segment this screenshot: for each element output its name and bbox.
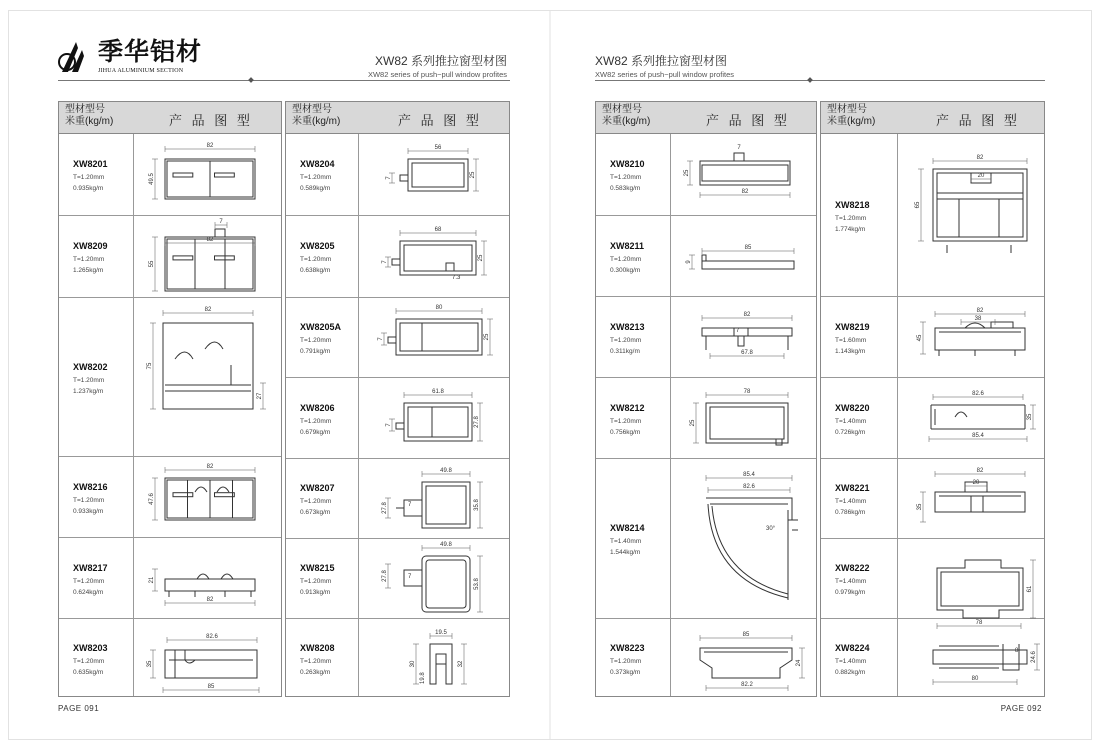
svg-text:7: 7 bbox=[736, 328, 740, 334]
header-title-cn: XW82 系列推拉窗型材图 bbox=[595, 54, 728, 68]
profile-code: XW8205 bbox=[300, 241, 335, 251]
profile-code: XW8206 bbox=[300, 402, 335, 413]
profile-code: XW8201 bbox=[73, 159, 108, 169]
wall-thickness: T=1.20mm bbox=[300, 657, 332, 665]
svg-text:25: 25 bbox=[478, 254, 484, 262]
drawing-label: 产 品 图 型 bbox=[706, 113, 790, 128]
svg-text:35: 35 bbox=[147, 660, 153, 668]
svg-text:7: 7 bbox=[386, 176, 392, 180]
profile-row-xw8223 bbox=[596, 619, 816, 698]
profile-row-xw8224 bbox=[821, 619, 1044, 698]
profile-spec bbox=[610, 416, 641, 438]
meter-weight: 0.638kg/m bbox=[300, 267, 331, 274]
profile-column-1 bbox=[58, 101, 282, 697]
wall-thickness: T=1.20mm bbox=[300, 417, 332, 425]
profile-spec bbox=[73, 656, 104, 678]
svg-text:49.5: 49.5 bbox=[149, 173, 155, 185]
profile-drawing-svg bbox=[360, 217, 509, 297]
svg-text:80: 80 bbox=[435, 305, 443, 311]
drawing-label: 产 品 图 型 bbox=[169, 113, 253, 128]
meter-weight: 0.882kg/m bbox=[835, 668, 866, 676]
weight-label: 米重(kg/m) bbox=[602, 116, 651, 127]
profile-drawing bbox=[360, 379, 509, 458]
svg-text:82.6: 82.6 bbox=[206, 634, 218, 640]
svg-text:82: 82 bbox=[206, 143, 214, 149]
svg-text:20: 20 bbox=[977, 173, 985, 179]
type-label: 型材型号 bbox=[602, 104, 642, 115]
profile-drawing-svg bbox=[672, 135, 816, 215]
svg-text:7: 7 bbox=[382, 260, 388, 264]
page-number: PAGE 091 bbox=[58, 704, 100, 713]
meter-weight: 0.726kg/m bbox=[835, 428, 866, 436]
svg-text:7: 7 bbox=[386, 423, 392, 427]
svg-text:25: 25 bbox=[484, 333, 490, 341]
logo-mark-icon bbox=[58, 38, 94, 74]
profile-drawing bbox=[672, 298, 816, 377]
svg-text:27.8: 27.8 bbox=[382, 502, 388, 514]
profile-drawing bbox=[135, 458, 281, 537]
meter-weight: 0.263kg/m bbox=[300, 668, 331, 676]
svg-text:7.3: 7.3 bbox=[452, 275, 461, 281]
svg-text:61.8: 61.8 bbox=[432, 389, 444, 395]
svg-text:19.8: 19.8 bbox=[420, 672, 426, 684]
svg-text:82: 82 bbox=[976, 155, 984, 161]
profile-drawing bbox=[360, 620, 509, 697]
svg-text:82.6: 82.6 bbox=[972, 391, 984, 397]
profile-spec bbox=[835, 213, 866, 235]
profile-row-xw8203 bbox=[59, 619, 281, 698]
meter-weight: 0.589kg/m bbox=[300, 185, 331, 192]
svg-text:35: 35 bbox=[1027, 413, 1033, 421]
svg-text:7: 7 bbox=[737, 145, 741, 151]
profile-drawing-svg bbox=[135, 620, 281, 697]
header-title bbox=[595, 52, 734, 79]
profile-drawing-svg bbox=[135, 217, 281, 297]
wall-thickness: T=1.20mm bbox=[73, 496, 105, 504]
profile-row-xw8213 bbox=[596, 297, 816, 378]
profile-code: XW8216 bbox=[73, 481, 108, 492]
profile-spec bbox=[73, 495, 104, 517]
type-label: 型材型号 bbox=[292, 104, 332, 115]
profile-drawing-svg bbox=[899, 460, 1044, 538]
wall-thickness: T=1.20mm bbox=[300, 174, 332, 181]
profile-spec bbox=[835, 656, 866, 678]
profile-code: XW8222 bbox=[835, 563, 870, 573]
svg-text:80: 80 bbox=[971, 676, 979, 682]
profile-code: XW8220 bbox=[835, 402, 870, 413]
profile-spec bbox=[610, 335, 641, 357]
profile-drawing bbox=[360, 460, 509, 538]
profile-code: XW8219 bbox=[835, 321, 870, 332]
profile-code: XW8211 bbox=[610, 240, 645, 251]
profile-drawing-svg bbox=[135, 135, 281, 215]
meter-weight: 1.774kg/m bbox=[835, 225, 866, 233]
svg-text:68: 68 bbox=[434, 227, 442, 233]
profile-code: XW8224 bbox=[835, 642, 870, 653]
svg-text:30°: 30° bbox=[766, 526, 776, 532]
svg-text:7: 7 bbox=[219, 219, 223, 225]
svg-text:82: 82 bbox=[976, 308, 984, 314]
profile-row-xw8205a bbox=[286, 298, 509, 378]
svg-text:75: 75 bbox=[147, 362, 153, 370]
column-header bbox=[286, 102, 509, 134]
meter-weight: 0.311kg/m bbox=[610, 347, 640, 355]
profile-spec bbox=[300, 416, 331, 438]
svg-text:82: 82 bbox=[976, 468, 984, 474]
wall-thickness: T=1.40mm bbox=[835, 417, 867, 425]
wall-thickness: T=1.40mm bbox=[610, 538, 642, 545]
svg-text:82.2: 82.2 bbox=[741, 682, 753, 688]
profile-code: XW8223 bbox=[610, 642, 645, 653]
profile-drawing bbox=[360, 217, 509, 297]
right-page bbox=[550, 0, 1100, 750]
svg-text:35: 35 bbox=[917, 503, 923, 511]
svg-text:82: 82 bbox=[743, 312, 751, 318]
profile-drawing bbox=[360, 135, 509, 215]
profile-drawing bbox=[899, 460, 1044, 538]
svg-text:82: 82 bbox=[741, 189, 749, 195]
profile-code: XW8208 bbox=[300, 642, 335, 653]
profile-drawing bbox=[135, 135, 281, 215]
wall-thickness: T=1.20mm bbox=[73, 174, 105, 181]
wall-thickness: T=1.20mm bbox=[73, 256, 105, 263]
svg-text:7: 7 bbox=[408, 574, 412, 580]
wall-thickness: T=1.20mm bbox=[300, 256, 332, 263]
svg-text:27.8: 27.8 bbox=[382, 570, 388, 582]
profile-row-xw8208 bbox=[286, 619, 509, 698]
wall-thickness: T=1.20mm bbox=[73, 577, 105, 585]
type-label: 型材型号 bbox=[65, 104, 105, 115]
profile-drawing bbox=[360, 299, 509, 377]
profile-row-xw8215 bbox=[286, 539, 509, 619]
svg-text:55: 55 bbox=[149, 260, 155, 268]
svg-text:78: 78 bbox=[743, 389, 751, 395]
wall-thickness: T=1.60mm bbox=[835, 336, 867, 344]
svg-text:85: 85 bbox=[742, 632, 750, 638]
profile-drawing bbox=[360, 540, 509, 618]
svg-text:21: 21 bbox=[149, 576, 155, 584]
drawing-label: 产 品 图 型 bbox=[936, 113, 1020, 128]
profile-drawing-svg bbox=[360, 299, 509, 377]
meter-weight: 1.143kg/m bbox=[835, 347, 866, 355]
profile-spec bbox=[73, 375, 104, 397]
profile-drawing bbox=[135, 539, 281, 618]
profile-row-xw8207 bbox=[286, 459, 509, 539]
column-header bbox=[821, 102, 1044, 134]
header-title-en: XW82 series of push−pull window profites bbox=[595, 70, 735, 79]
header-rule bbox=[58, 80, 510, 81]
meter-weight: 0.979kg/m bbox=[835, 589, 866, 596]
meter-weight: 1.544kg/m bbox=[610, 549, 641, 556]
profile-code: XW8212 bbox=[610, 402, 645, 413]
profile-spec bbox=[610, 656, 641, 678]
svg-text:85.4: 85.4 bbox=[972, 433, 984, 439]
header-title-en: XW82 series of push−pull window profites bbox=[367, 70, 507, 79]
profile-row-xw8217 bbox=[59, 538, 281, 619]
wall-thickness: T=1.20mm bbox=[610, 255, 642, 263]
profile-drawing-svg bbox=[899, 298, 1044, 377]
profile-spec bbox=[300, 656, 331, 678]
profile-drawing bbox=[899, 298, 1044, 377]
profile-drawing-svg bbox=[899, 540, 1044, 626]
profile-spec bbox=[835, 416, 866, 438]
svg-text:49.8: 49.8 bbox=[440, 542, 452, 548]
profile-spec bbox=[610, 172, 641, 194]
weight-label: 米重(kg/m) bbox=[827, 116, 876, 127]
profile-drawing-svg bbox=[672, 217, 816, 296]
meter-weight: 0.913kg/m bbox=[300, 589, 331, 596]
svg-text:85: 85 bbox=[207, 684, 215, 690]
svg-text:25: 25 bbox=[470, 171, 476, 179]
svg-text:82: 82 bbox=[206, 597, 214, 603]
profile-drawing bbox=[899, 540, 1044, 626]
svg-text:45: 45 bbox=[917, 334, 923, 342]
brand-name-cn: 季华铝材 bbox=[98, 38, 203, 66]
wall-thickness: T=1.20mm bbox=[73, 657, 105, 665]
meter-weight: 0.300kg/m bbox=[610, 266, 641, 274]
svg-text:27.8: 27.8 bbox=[474, 416, 480, 428]
profile-code: XW8210 bbox=[610, 159, 645, 169]
profile-drawing bbox=[672, 135, 816, 215]
profile-drawing-svg bbox=[360, 460, 509, 538]
weight-label: 米重(kg/m) bbox=[65, 116, 114, 127]
profile-drawing bbox=[899, 379, 1044, 458]
profile-code: XW8203 bbox=[73, 642, 108, 653]
profile-drawing bbox=[672, 620, 816, 697]
meter-weight: 0.673kg/m bbox=[300, 509, 331, 516]
svg-text:82: 82 bbox=[204, 307, 212, 313]
svg-text:85: 85 bbox=[744, 245, 752, 251]
profile-spec bbox=[835, 335, 866, 357]
profile-drawing-svg bbox=[899, 379, 1044, 458]
profile-row-xw8211 bbox=[596, 216, 816, 297]
profile-drawing-svg bbox=[899, 135, 1044, 296]
svg-text:30: 30 bbox=[410, 660, 416, 668]
profile-spec bbox=[835, 496, 866, 518]
profile-spec bbox=[610, 536, 641, 558]
brand-logo bbox=[58, 38, 202, 74]
profile-row-xw8210 bbox=[596, 134, 816, 216]
profile-drawing bbox=[672, 217, 816, 296]
profile-drawing-svg bbox=[135, 458, 281, 537]
profile-spec bbox=[300, 254, 331, 276]
type-label: 型材型号 bbox=[827, 104, 867, 115]
profile-spec bbox=[300, 335, 331, 357]
svg-text:67.8: 67.8 bbox=[741, 350, 753, 356]
profile-drawing-svg bbox=[360, 379, 509, 458]
wall-thickness: T=1.40mm bbox=[835, 657, 867, 665]
meter-weight: 0.786kg/m bbox=[835, 509, 866, 516]
svg-text:8: 8 bbox=[1015, 648, 1019, 654]
meter-weight: 0.756kg/m bbox=[610, 428, 641, 436]
profile-spec bbox=[835, 576, 866, 598]
svg-text:61: 61 bbox=[1027, 585, 1033, 593]
profile-drawing-svg bbox=[135, 539, 281, 618]
header-title bbox=[368, 52, 507, 79]
svg-text:65: 65 bbox=[915, 201, 921, 209]
profile-row-xw8205 bbox=[286, 216, 509, 298]
profile-row-xw8206 bbox=[286, 378, 509, 459]
profile-drawing bbox=[899, 135, 1044, 296]
svg-text:85.4: 85.4 bbox=[743, 472, 755, 478]
svg-text:38: 38 bbox=[974, 316, 982, 322]
profile-spec bbox=[610, 254, 641, 276]
svg-text:7: 7 bbox=[408, 502, 412, 508]
profile-spec bbox=[300, 576, 331, 598]
profile-row-xw8220 bbox=[821, 378, 1044, 459]
profile-code: XW8209 bbox=[73, 241, 108, 251]
profile-drawing-svg bbox=[360, 620, 509, 697]
page-number: PAGE 092 bbox=[1000, 704, 1042, 713]
profile-spec bbox=[73, 254, 104, 276]
column-header bbox=[59, 102, 281, 134]
profile-spec bbox=[300, 496, 331, 518]
profile-spec bbox=[73, 172, 104, 194]
profile-drawing-svg bbox=[135, 299, 281, 456]
wall-thickness: T=1.40mm bbox=[835, 498, 867, 505]
wall-thickness: T=1.20mm bbox=[610, 336, 642, 344]
profile-drawing bbox=[899, 620, 1044, 697]
profile-row-xw8202 bbox=[59, 298, 281, 457]
profile-code: XW8207 bbox=[300, 483, 335, 493]
profile-spec bbox=[300, 172, 331, 194]
svg-text:24.6: 24.6 bbox=[1031, 651, 1037, 663]
meter-weight: 0.679kg/m bbox=[300, 428, 331, 436]
wall-thickness: T=1.20mm bbox=[300, 337, 332, 344]
wall-thickness: T=1.20mm bbox=[300, 578, 332, 585]
profile-row-xw8222 bbox=[821, 539, 1044, 626]
profile-row-xw8212 bbox=[596, 378, 816, 459]
profile-row-xw8214 bbox=[596, 459, 816, 619]
svg-text:7: 7 bbox=[378, 337, 384, 341]
profile-drawing bbox=[672, 379, 816, 458]
profile-drawing-svg bbox=[672, 460, 816, 618]
meter-weight: 0.933kg/m bbox=[73, 507, 104, 515]
svg-text:82: 82 bbox=[206, 464, 214, 470]
profile-column-3 bbox=[595, 101, 817, 697]
profile-column-4 bbox=[820, 101, 1045, 697]
meter-weight: 0.935kg/m bbox=[73, 185, 104, 192]
profile-row-xw8204 bbox=[286, 134, 509, 216]
svg-text:78: 78 bbox=[975, 620, 983, 626]
profile-code: XW8213 bbox=[610, 321, 645, 332]
header-rule bbox=[595, 80, 1045, 81]
svg-text:20: 20 bbox=[972, 480, 980, 486]
profile-row-xw8221 bbox=[821, 459, 1044, 539]
meter-weight: 0.791kg/m bbox=[300, 348, 331, 355]
profile-drawing-svg bbox=[672, 298, 816, 377]
profile-row-xw8209 bbox=[59, 216, 281, 298]
svg-text:49.8: 49.8 bbox=[440, 468, 452, 474]
meter-weight: 1.265kg/m bbox=[73, 267, 104, 274]
svg-text:27: 27 bbox=[257, 392, 263, 400]
profile-code: XW8205A bbox=[300, 322, 342, 332]
wall-thickness: T=1.20mm bbox=[610, 417, 642, 425]
profile-code: XW8214 bbox=[610, 523, 645, 533]
profile-row-xw8219 bbox=[821, 297, 1044, 378]
svg-text:53.8: 53.8 bbox=[474, 578, 480, 590]
drawing-label: 产 品 图 型 bbox=[398, 113, 482, 128]
wall-thickness: T=1.20mm bbox=[300, 498, 332, 505]
header-title-cn: XW82 系列推拉窗型材图 bbox=[374, 54, 507, 68]
profile-code: XW8217 bbox=[73, 562, 108, 573]
svg-text:24: 24 bbox=[796, 659, 802, 667]
meter-weight: 1.237kg/m bbox=[73, 387, 104, 395]
svg-text:56: 56 bbox=[434, 145, 442, 151]
profile-code: XW8215 bbox=[300, 563, 335, 573]
profile-drawing-svg bbox=[899, 620, 1044, 697]
svg-text:25: 25 bbox=[684, 169, 690, 177]
svg-text:9: 9 bbox=[686, 260, 692, 264]
weight-label: 米重(kg/m) bbox=[292, 116, 341, 127]
meter-weight: 0.373kg/m bbox=[610, 668, 641, 676]
svg-text:47.6: 47.6 bbox=[149, 493, 155, 505]
profile-drawing-svg bbox=[672, 620, 816, 697]
profile-code: XW8202 bbox=[73, 361, 108, 372]
profile-drawing-svg bbox=[360, 135, 509, 215]
svg-text:35.8: 35.8 bbox=[474, 499, 480, 511]
profile-code: XW8218 bbox=[835, 199, 870, 210]
profile-code: XW8221 bbox=[835, 483, 870, 493]
wall-thickness: T=1.20mm bbox=[73, 376, 105, 384]
wall-thickness: T=1.20mm bbox=[610, 657, 642, 665]
column-header bbox=[596, 102, 816, 134]
svg-text:82: 82 bbox=[206, 237, 214, 243]
profile-drawing bbox=[672, 460, 816, 618]
meter-weight: 0.635kg/m bbox=[73, 668, 104, 676]
profile-row-xw8216 bbox=[59, 457, 281, 538]
profile-drawing-svg bbox=[360, 540, 509, 618]
meter-weight: 0.583kg/m bbox=[610, 185, 641, 192]
wall-thickness: T=1.40mm bbox=[835, 578, 867, 585]
profile-row-xw8201 bbox=[59, 134, 281, 216]
wall-thickness: T=1.20mm bbox=[835, 214, 867, 222]
profile-drawing-svg bbox=[672, 379, 816, 458]
profile-code: XW8204 bbox=[300, 159, 335, 169]
svg-text:25: 25 bbox=[690, 419, 696, 427]
wall-thickness: T=1.20mm bbox=[610, 174, 642, 181]
svg-text:32: 32 bbox=[458, 660, 464, 668]
profile-column-2 bbox=[285, 101, 510, 697]
profile-row-xw8218 bbox=[821, 134, 1044, 297]
svg-text:19.5: 19.5 bbox=[435, 630, 447, 636]
brand-name-en: JIHUA ALUMINIUM SECTION bbox=[98, 68, 184, 74]
profile-drawing bbox=[135, 620, 281, 697]
profile-drawing bbox=[135, 217, 281, 297]
meter-weight: 0.624kg/m bbox=[73, 588, 104, 596]
profile-spec bbox=[73, 576, 104, 598]
svg-text:82.6: 82.6 bbox=[743, 484, 755, 490]
profile-drawing bbox=[135, 299, 281, 456]
